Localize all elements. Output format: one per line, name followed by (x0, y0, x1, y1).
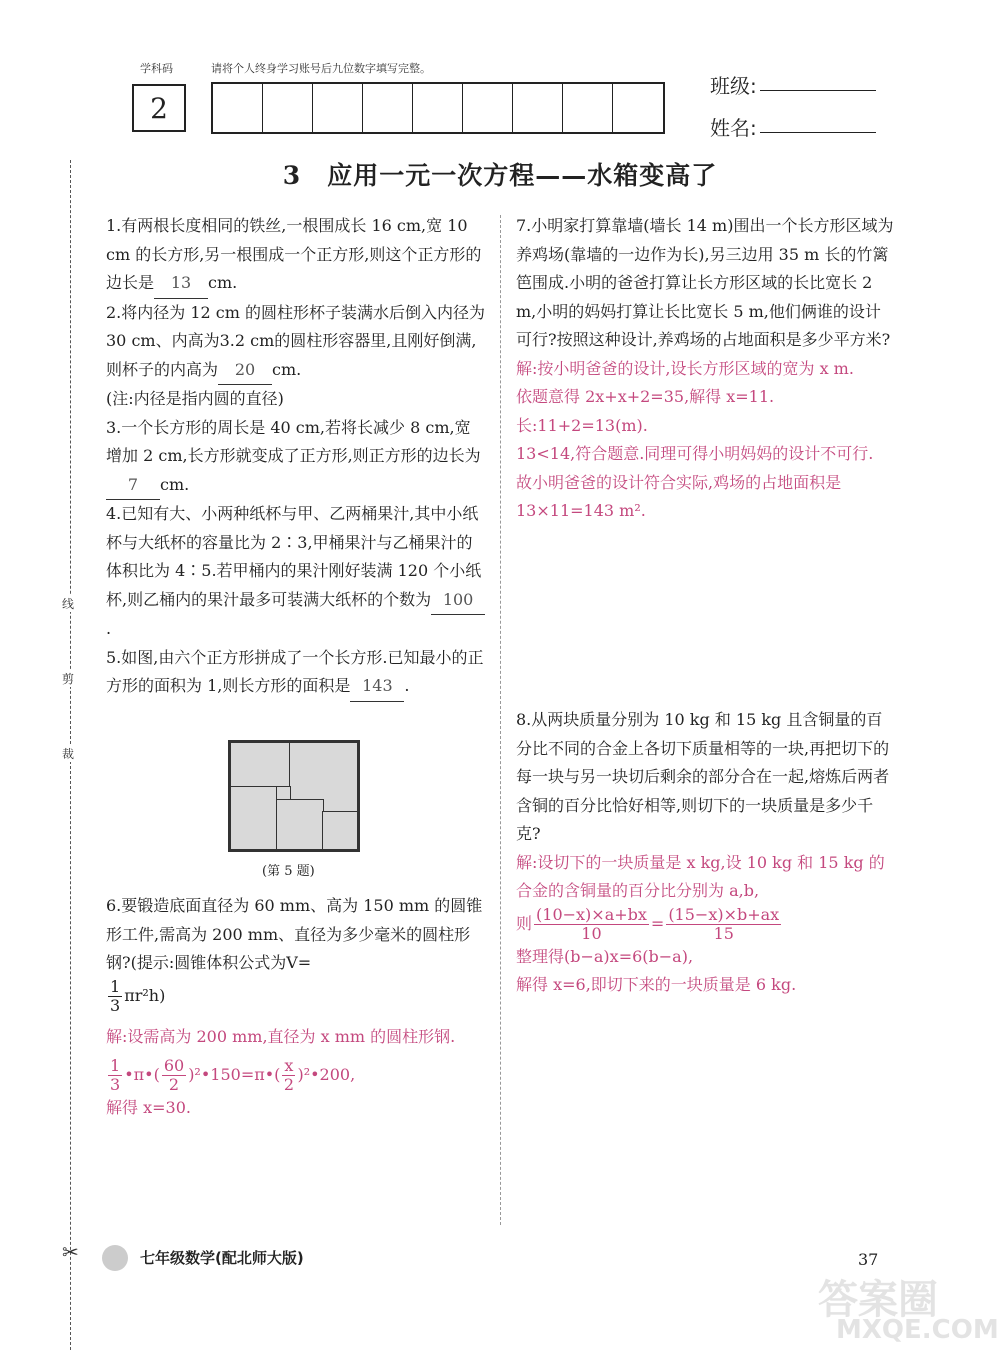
numerator: 60 (163, 1056, 185, 1075)
cut-label: 剪 (62, 672, 75, 686)
unit: cm. (208, 273, 238, 292)
answer-blank[interactable]: 143 (350, 672, 404, 702)
numerator: 1 (110, 1056, 121, 1075)
square (230, 742, 291, 788)
fraction (666, 906, 781, 943)
numerator: 1 (110, 976, 121, 996)
solution-line: 解:按小明爸爸的设计,设长方形区域的宽为 x m. (516, 358, 854, 378)
cut-label: 线 (62, 597, 75, 611)
solution-line: 整理得(b−a)x=6(b−a), (516, 946, 694, 966)
solution-line: 依题意得 2x+x+2=35,解得 x=11. (516, 387, 775, 406)
class-field[interactable] (760, 70, 876, 91)
numerator: (10−x)×a+bx (536, 904, 647, 924)
scissors-icon: ✂ (62, 1240, 79, 1264)
digit-box[interactable] (263, 84, 313, 132)
digit-box[interactable] (413, 84, 463, 132)
figure-caption: (第 5 题) (262, 864, 315, 879)
subject-code-box (132, 84, 186, 132)
digit-box[interactable] (513, 84, 563, 132)
unit: . (404, 676, 410, 695)
watermark-logo: 答案圈 (818, 1277, 938, 1323)
answer-blank[interactable]: 7 (106, 471, 160, 501)
left-column (106, 212, 486, 702)
question-note: (注:内径是指内圆的直径) (106, 389, 284, 408)
unit: . (106, 619, 112, 638)
question-text: 1.有两根长度相同的铁丝,一根围成长 16 cm,宽 10 cm 的长方形,另一根围成一个正方形,则这个正方形的边长是 (106, 216, 482, 292)
fraction (108, 978, 122, 1015)
denominator: 2 (283, 1075, 295, 1094)
question-1 (106, 212, 486, 299)
column-divider (500, 215, 501, 1225)
name-label: 姓名: (710, 116, 757, 140)
digit-box[interactable] (563, 84, 613, 132)
footer-badge-icon (102, 1245, 128, 1271)
digit-box[interactable] (613, 84, 663, 132)
question-text: 7.小明家打算靠墙(墙长 14 m)围出一个长方形区域为养鸡场(靠墙的一边作为长),另三边用 35 m 长的竹篱笆围成.小明的爸爸打算让长方形区域的长比宽长 2 m,小明的妈妈打算让长比宽长 5 m,他们俩谁的设计可行?按照这种设计,养鸡场的占地面积是多少平方米? (516, 216, 894, 349)
denominator: 10 (581, 923, 602, 943)
question-text: 4.已知有大、小两种纸杯与甲、乙两桶果汁,其中小纸杯与大纸杯的容量比为 2∶3,甲桶果汁与乙桶果汁的体积比为 4∶5.若甲桶内的果汁刚好装满 120 个小纸杯,则乙桶内的果汁最多可装满大纸杯的个数为 (106, 504, 482, 609)
question-8 (516, 706, 896, 1000)
question-6 (106, 892, 486, 1123)
formula-text: V= (286, 953, 312, 972)
fraction (534, 906, 649, 943)
denominator: 3 (110, 995, 121, 1015)
figure-six-squares (228, 740, 360, 852)
digit-box[interactable] (313, 84, 363, 132)
question-4 (106, 500, 486, 644)
equation-part: 则 (516, 913, 533, 933)
square (322, 811, 358, 850)
account-digit-boxes[interactable] (211, 82, 665, 134)
question-3 (106, 414, 486, 501)
account-instruction: 请将个人终身学习账号后九位数字填写完整。 (211, 62, 431, 75)
question-text: 2.将内径为 12 cm 的圆柱形杯子装满水后倒入内径为 30 cm、内高为3.2 cm的圆柱形容器里,且刚好倒满,则杯子的内高为 (106, 302, 486, 379)
book-title: 七年级数学(配北师大版) (140, 1249, 304, 1267)
fraction (108, 1057, 122, 1094)
numerator: x (284, 1056, 294, 1075)
equation-part: •π•( (124, 1065, 160, 1084)
subject-code-label: 学科码 (140, 62, 173, 75)
page-number: 37 (858, 1250, 879, 1269)
digit-box[interactable] (363, 84, 413, 132)
unit: cm. (272, 359, 302, 379)
watermark-url: MXQE.COM (836, 1315, 999, 1345)
denominator: 2 (168, 1075, 180, 1094)
answer-blank[interactable]: 100 (431, 586, 485, 616)
denominator: 3 (110, 1075, 121, 1094)
square (276, 799, 324, 850)
solution-line: 解:设需高为 200 mm,直径为 x mm 的圆柱形钢. (106, 1026, 456, 1046)
solution-line: 解得 x=6,即切下来的一块质量是 6 kg. (516, 975, 797, 994)
solution-equation (516, 906, 896, 943)
square (230, 786, 278, 850)
subject-code-value: 2 (150, 91, 168, 125)
digit-box[interactable] (213, 84, 263, 132)
numerator: (15−x)×b+ax (668, 904, 780, 924)
solution-line: 长:11+2=13(m). (516, 415, 648, 435)
question-5 (106, 644, 486, 702)
solution-line: 故小明爸爸的设计符合实际,鸡场的占地面积是 13×11=143 m². (516, 472, 842, 520)
solution-equation (106, 1057, 486, 1094)
answer-blank[interactable]: 13 (154, 269, 208, 299)
denominator: 15 (713, 923, 734, 943)
page-title: 3 应用一元一次方程——水箱变高了 (282, 161, 718, 190)
fraction (282, 1057, 295, 1094)
formula-text: πr²h) (124, 985, 166, 1005)
question-text: 3.一个长方形的周长是 40 cm,若将长减少 8 cm,宽增加 2 cm,长方形就变成了正方形,则正方形的边长为 (106, 417, 481, 465)
equation-part: = (650, 913, 665, 933)
name-field[interactable] (760, 112, 876, 133)
digit-box[interactable] (463, 84, 513, 132)
solution-line: 解:设切下的一块质量是 x kg,设 10 kg 和 15 kg 的合金的含铜量的百分比分别为 a,b, (516, 852, 885, 900)
solution-line: 解得 x=30. (106, 1098, 191, 1117)
question-text: 8.从两块质量分别为 10 kg 和 15 kg 且含铜量的百分比不同的合金上各切下质量相等的一块,再把切下的每一块与另一块切后剩余的部分合在一起,熔炼后两者含铜的百分比恰好相等,则切下的一块质量是多少千克? (516, 710, 890, 843)
equation-part: )²•150=π•( (188, 1065, 281, 1084)
fraction (162, 1057, 186, 1094)
solution-line: 13<14,符合题意.同理可得小明妈妈的设计不可行. (516, 444, 874, 463)
equation-part: )²•200, (297, 1065, 356, 1084)
answer-blank[interactable]: 20 (218, 356, 272, 386)
class-label: 班级: (710, 74, 757, 98)
question-7 (516, 212, 896, 526)
unit: cm. (160, 474, 190, 494)
question-2 (106, 299, 486, 414)
question-text: 5.如图,由六个正方形拼成了一个长方形.已知最小的正方形的面积为 1,则长方形的面积是 (106, 647, 484, 695)
question-text: 6.要锻造底面直径为 60 mm、高为 150 mm 的圆锥形工件,需高为 200 mm、直径为多少毫米的圆柱形钢?(提示:圆锥体积公式为 (106, 896, 483, 972)
cut-label: 裁 (62, 747, 75, 761)
